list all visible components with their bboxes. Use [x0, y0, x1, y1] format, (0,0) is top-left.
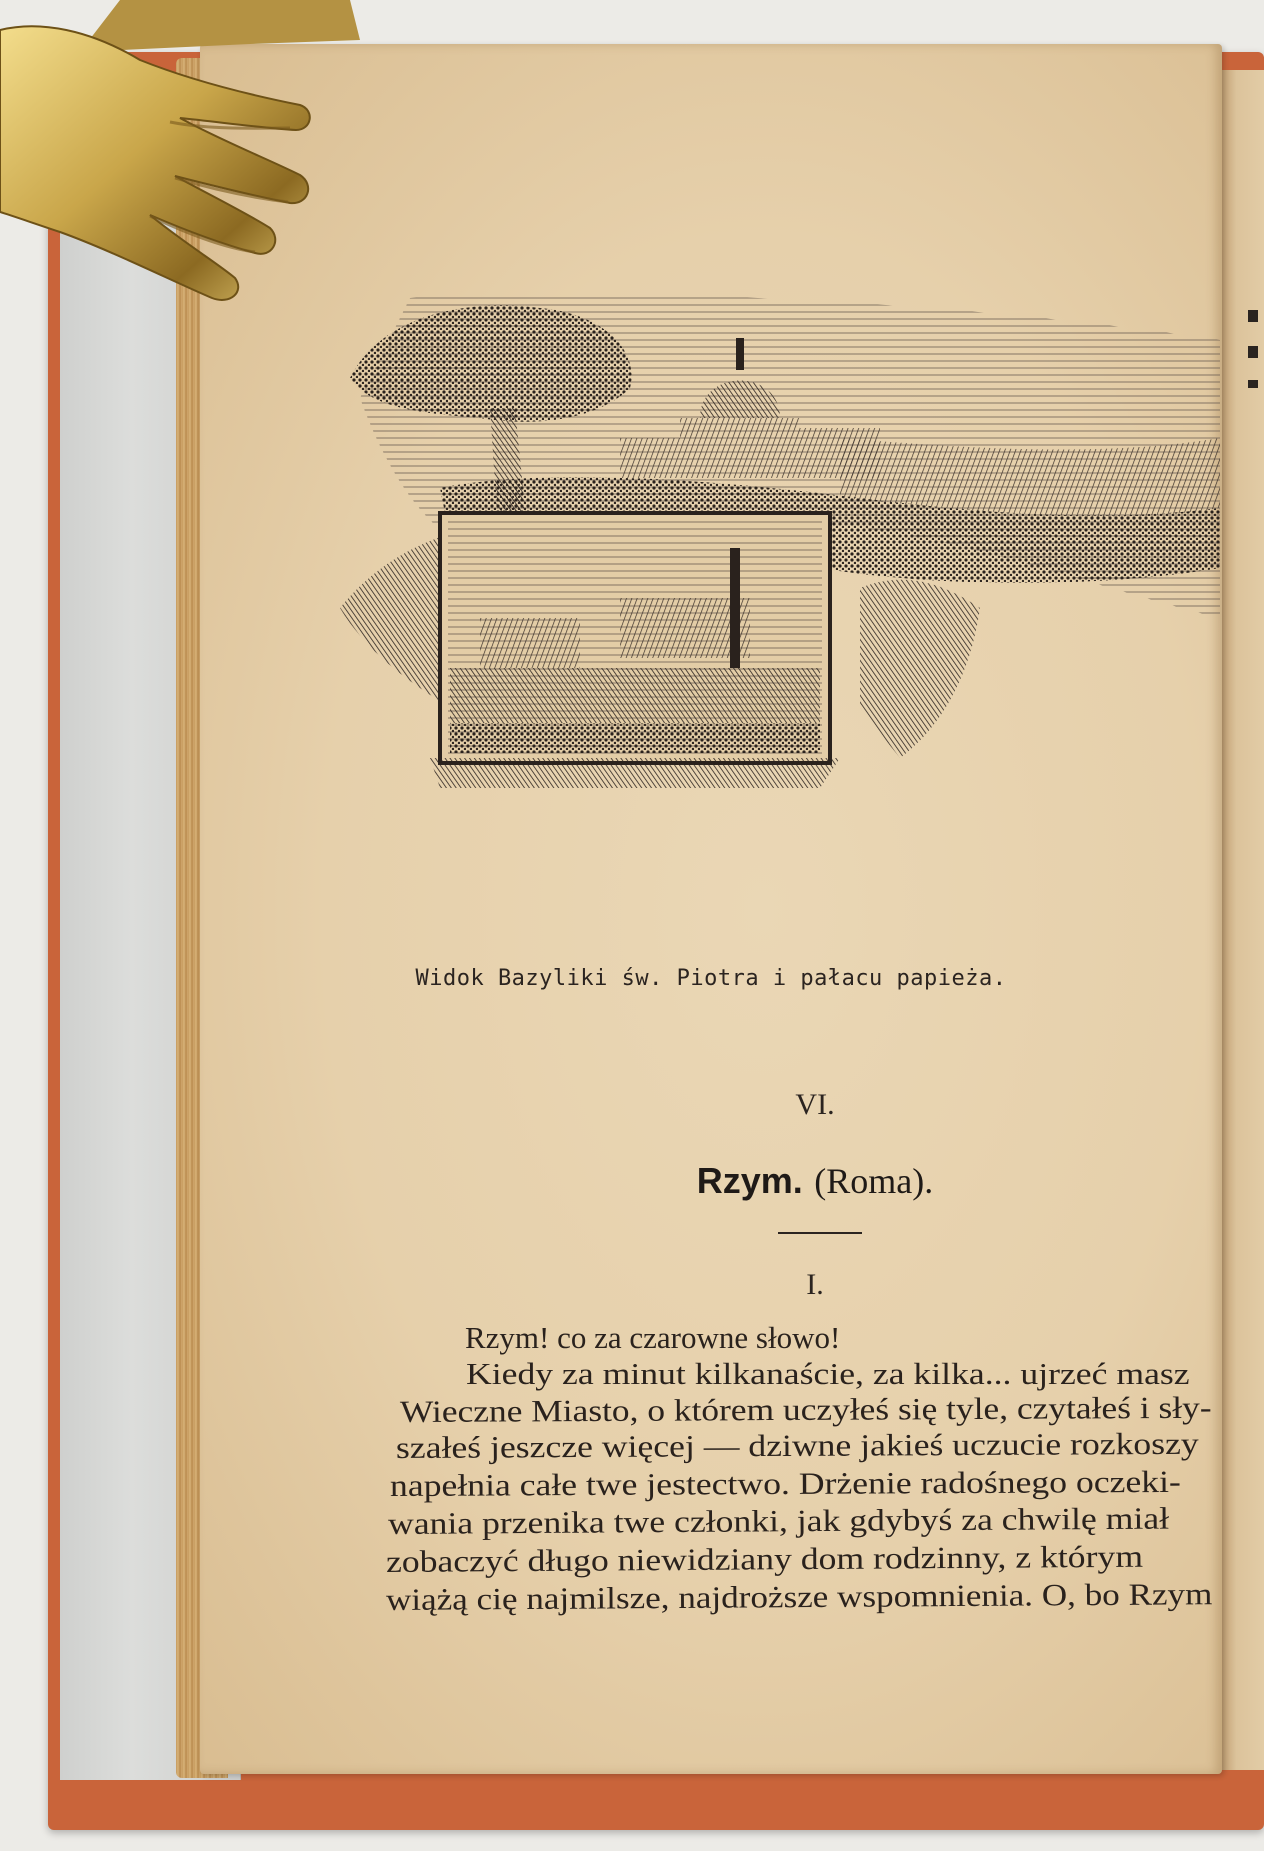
- section-number: I.: [806, 1268, 824, 1301]
- chapter-number: VI.: [795, 1088, 835, 1121]
- chapter-title: [590, 1160, 1040, 1202]
- body-line: wiążą cię najmilsze, najdroższe wspomnienia. O, bo Rzym: [385, 1576, 1213, 1617]
- body-line: Kiedy za minut kilkanaście, za kilka... ujrzeć masz: [466, 1356, 1190, 1391]
- body-line: zobaczyć długo niewidziany dom rodzinny, z którym: [385, 1538, 1144, 1579]
- body-line: szałeś jeszcze więcej — dziwne jakieś uczucie rozkoszy: [395, 1425, 1199, 1465]
- brass-hand-bookmark-icon: [0, 0, 360, 330]
- illustration-caption: Widok Bazyliki św. Piotra i pałacu papieża.: [415, 966, 1007, 991]
- basilica-engraving: [340, 288, 1220, 948]
- body-line: Wieczne Miasto, o którem uczyłeś się tyle, czytałeś i sły-: [399, 1389, 1212, 1429]
- chapter-title-main: Rzym.: [696, 1160, 803, 1201]
- facing-page-edge: [1218, 70, 1264, 1770]
- chapter-title-alt: (Roma).: [814, 1161, 934, 1201]
- body-line: Rzym! co za czarowne słowo!: [465, 1320, 841, 1355]
- body-line: napełnia całe twe jestectwo. Drżenie radośnego oczeki-: [389, 1463, 1181, 1503]
- body-line: wania przenika twe członki, jak gdybyś za chwilę miał: [387, 1500, 1170, 1541]
- title-rule: [778, 1232, 862, 1234]
